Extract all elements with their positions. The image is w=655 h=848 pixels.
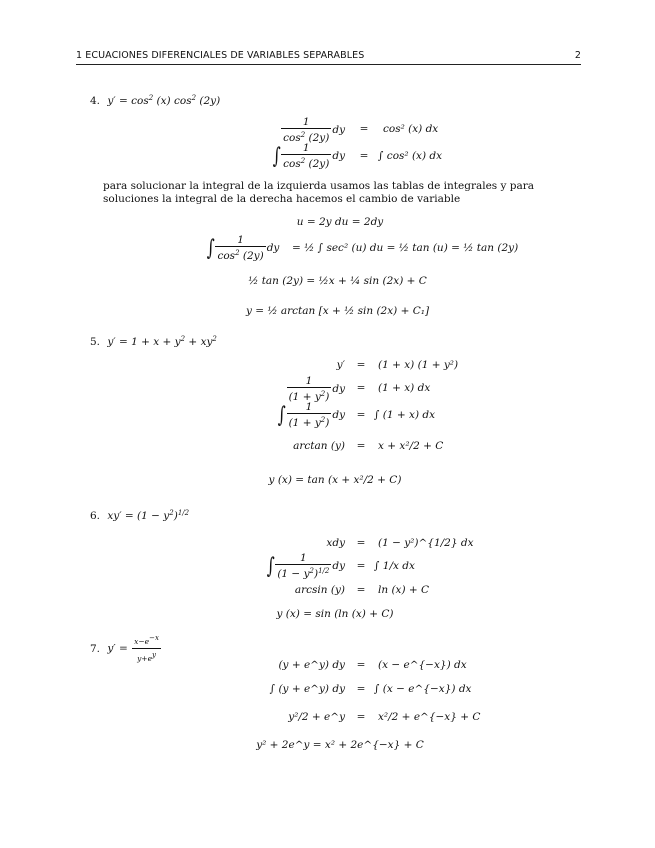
eq-5-1-lhs: y′ [336, 359, 345, 371]
eq-4-2-lhs: ∫ $\frac{1}{\cos^2 (2y)}$ dy [272, 142, 345, 170]
eq-4-line1: = ½ ∫ sec² (u) du = ½ tan (u) = ½ tan (2y) [292, 242, 519, 254]
eq-5-3-rhs: ∫ (1 + x) dx [374, 409, 436, 421]
page-number: 2 [574, 50, 581, 61]
eq-6-3-rhs: ln (x) + C [378, 584, 430, 596]
eq-7-2-rel: = [356, 683, 366, 695]
eq-5-4-rel: = [356, 440, 366, 452]
problem-4-statement: 4. $y' = \cos^2 (x)$ $\cos^2 (2y)$ [90, 94, 221, 107]
eq-5-1-rhs: (1 + x) (1 + y²) [378, 359, 459, 371]
eq-7-2-rhs: ∫ (x − e^{−x}) dx [374, 683, 472, 695]
eq-5-2-rhs: (1 + x) dx [378, 382, 431, 394]
eq-5-4-rhs: x + x²/2 + C [378, 440, 444, 452]
eq-6-final: y (x) = sin (ln (x) + C) [276, 608, 394, 620]
eq-6-1-lhs: xdy [326, 537, 345, 549]
eq-4-1-rel: = [359, 123, 369, 135]
eq-6-1-rhs: (1 − y²)^{1/2} dx [378, 537, 474, 549]
eq-6-2-lhs: ∫ $\frac{1}{(1 - y^2)^{1/2}}$ dy [266, 552, 345, 580]
eq-7-1-rhs: (x − e^{−x}) dx [378, 659, 467, 671]
eq-4-1-lhs: $\frac{1}{\cos^2 (2y)}$ dy [283, 116, 345, 144]
eq-7-3-rhs: x²/2 + e^{−x} + C [378, 711, 481, 723]
eq-5-2-lhs: $\frac{1}{(1 + y^2)}$ dy [288, 375, 345, 403]
eq-5-2-rel: = [356, 382, 366, 394]
eq-6-3-rel: = [356, 584, 366, 596]
problem-5-statement: 5. $y' = 1 + x + y^2 + xy^2$ [90, 335, 217, 348]
problem-6-statement: 6. $xy' = (1 - y^2)^{1/2}$ [90, 509, 190, 522]
problem-7-statement: 7. y′ = $\frac{x-e^{-x}}{y+e^y}$ [90, 634, 159, 663]
eq-4-int-left: ∫ $\frac{1}{\cos^2 (2y)}$ dy [206, 234, 280, 262]
eq-5-3-lhs: ∫ $\frac{1}{(1 + y^2)}$ dy [277, 401, 345, 429]
running-header [76, 50, 581, 65]
eq-6-3-lhs: arcsin (y) [294, 584, 345, 596]
eq-4-line3: y = ½ arctan [x + ½ sin (2x) + C₁] [245, 305, 430, 317]
eq-7-1-lhs: (y + e^y) dy [278, 659, 345, 671]
eq-7-2-lhs: ∫ (y + e^y) dy [269, 683, 345, 695]
eq-5-final: y (x) = tan (x + x²/2 + C) [268, 474, 402, 486]
eq-4-2-rhs: ∫ cos² (x) dx [378, 150, 443, 162]
eq-5-1-rel: = [356, 359, 366, 371]
eq-4-2-rel: = [359, 150, 369, 162]
eq-4-1-rhs: cos² (x) dx [383, 123, 439, 135]
eq-6-1-rel: = [356, 537, 366, 549]
explanation-paragraph: para solucionar la integral de la izquierda usamos las tablas de integrales y para soluciones la integral de la derecha hacemos el cambio de variable [103, 180, 535, 205]
eq-7-1-rel: = [356, 659, 366, 671]
header-title: 1 ECUACIONES DIFERENCIALES DE VARIABLES SEPARABLES [76, 50, 365, 61]
eq-6-2-rel: = [356, 560, 366, 572]
eq-7-final: y² + 2e^y = x² + 2e^{−x} + C [256, 739, 424, 751]
eq-6-2-rhs: ∫ 1/x dx [374, 560, 415, 572]
eq-4-line2: ½ tan (2y) = ½x + ¼ sin (2x) + C [248, 275, 427, 287]
eq-7-3-rel: = [356, 711, 366, 723]
eq-5-3-rel: = [356, 409, 366, 421]
eq-5-4-lhs: arctan (y) [293, 440, 345, 452]
eq-7-3-lhs: y²/2 + e^y [288, 711, 345, 723]
eq-4-sub: u = 2y du = 2dy [296, 216, 384, 228]
